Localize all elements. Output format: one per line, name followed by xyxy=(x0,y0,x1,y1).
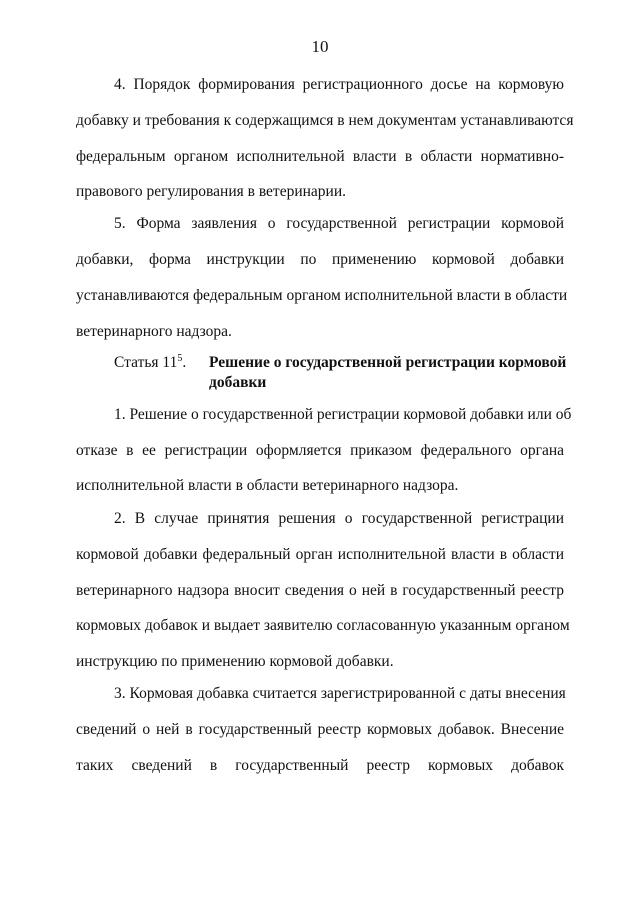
article-point-1-line-2: отказе в ее регистрации оформляется приказом федерального органа xyxy=(76,442,564,459)
paragraph-5-line-1: 5. Форма заявления о государственной регистрации кормовой xyxy=(114,215,564,232)
page-number: 10 xyxy=(311,37,329,56)
article-point-2-line-2: кормовой добавки федеральный орган исполнительной власти в области xyxy=(76,546,564,563)
article-point-1-line-1: 1. Решение о государственной регистрации кормовой добавки или об xyxy=(114,406,572,423)
article-point-2-line-1: 2. В случае принятия решения о государственной регистрации xyxy=(114,510,564,527)
article-point-3-line-3: таких сведений в государственный реестр кормовых добавок xyxy=(76,757,564,774)
paragraph-4-line-4: правового регулирования в ветеринарии. xyxy=(76,183,347,200)
article-point-3-line-2: сведений о ней в государственный реестр кормовых добавок. Внесение xyxy=(76,721,564,738)
article-point-1-line-3: исполнительной власти в области ветеринарного надзора. xyxy=(76,477,459,494)
article-point-2-line-4: кормовых добавок и выдает заявителю согласованную указанным органом xyxy=(76,617,570,634)
paragraph-5-line-2: добавки, форма инструкции по применению кормовой добавки xyxy=(76,251,564,268)
paragraph-5-line-4: ветеринарного надзора. xyxy=(76,323,232,340)
article-point-3-line-1: 3. Кормовая добавка считается зарегистрированной с даты внесения xyxy=(114,685,566,702)
article-title xyxy=(209,353,567,393)
article-point-2-line-3: ветеринарного надзора вносит сведения о ней в государственный реестр xyxy=(76,582,564,599)
paragraph-4-line-1: 4. Порядок формирования регистрационного досье на кормовую xyxy=(114,76,564,93)
paragraph-5-line-3: устанавливаются федеральным органом исполнительной власти в области xyxy=(76,287,568,304)
article-label: Статья $11^5$. xyxy=(114,352,187,371)
paragraph-4-line-2: добавку и требования к содержащимся в нем документам устанавливаются xyxy=(76,112,574,129)
article-title-line-2: добавки xyxy=(209,374,267,391)
article-point-2-line-5: инструкцию по применению кормовой добавки. xyxy=(76,653,394,670)
article-title-line-1: Решение о государственной регистрации кормовой xyxy=(209,354,567,371)
paragraph-4-line-3: федеральным органом исполнительной власти в области нормативно- xyxy=(76,148,564,165)
